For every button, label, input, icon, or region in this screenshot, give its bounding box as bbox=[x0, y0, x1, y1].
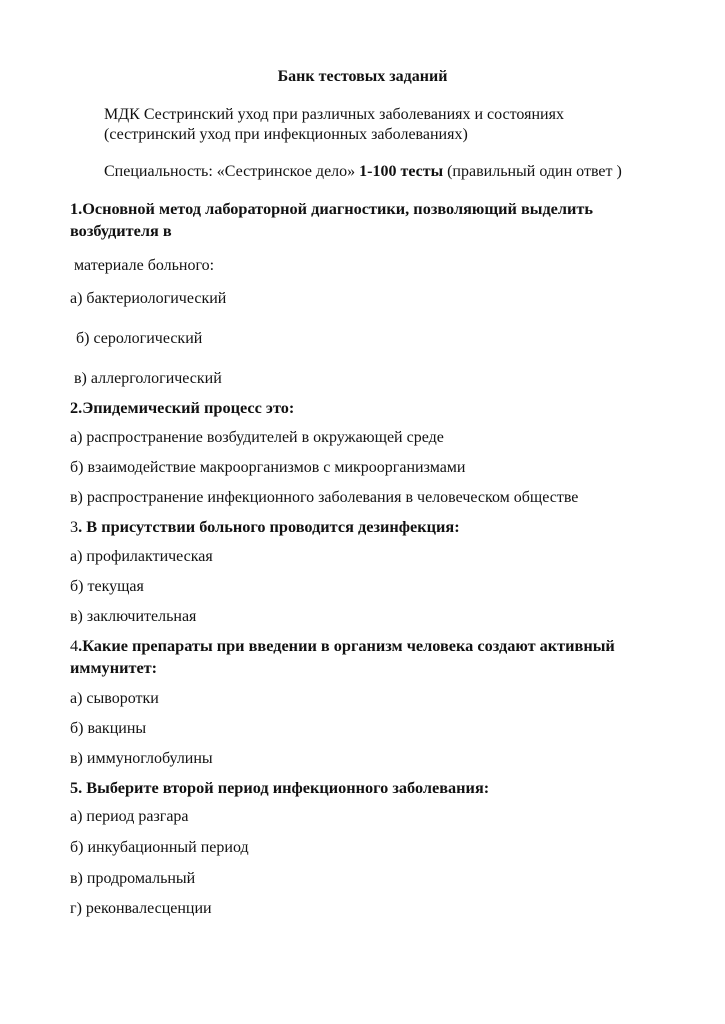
question-5-number: 5 bbox=[70, 778, 79, 797]
question-2-text: Эпидемический процесс это: bbox=[82, 398, 295, 417]
question-5-text: . Выберите второй период инфекционного заболевания: bbox=[78, 778, 490, 797]
question-1-number: 1. bbox=[70, 199, 83, 218]
question-3-option-b: б) текущая bbox=[70, 578, 144, 595]
question-2-line-1 bbox=[70, 397, 294, 419]
question-2-number: 2. bbox=[70, 398, 83, 417]
question-4-line-1 bbox=[70, 635, 615, 657]
question-5-option-a: а) период разгара bbox=[70, 808, 189, 825]
course-line-1: МДК Сестринский уход при различных заболеваниях и состояниях bbox=[104, 106, 564, 123]
specialty-line bbox=[104, 161, 622, 183]
question-1-option-a: а) бактериологический bbox=[70, 290, 227, 307]
question-5-option-d: г) реконвалесценции bbox=[70, 900, 212, 917]
specialty-prefix: Специальность: «Сестринское дело» bbox=[104, 163, 360, 180]
course-line-2: (сестринский уход при инфекционных заболеваниях) bbox=[104, 126, 468, 143]
question-1-option-b: б) серологический bbox=[76, 330, 203, 347]
question-5-option-b: б) инкубационный период bbox=[70, 839, 249, 856]
specialty-test-range: 1-100 тесты bbox=[359, 163, 444, 180]
question-4-option-b: б) вакцины bbox=[70, 720, 147, 737]
document-title: Банк тестовых заданий bbox=[277, 68, 448, 85]
question-4-option-a: а) сыворотки bbox=[70, 690, 159, 707]
question-3-text: . В присутствии больного проводится дезинфекция: bbox=[78, 517, 460, 536]
question-3-line-1 bbox=[70, 516, 460, 538]
question-5-option-c: в) продромальный bbox=[70, 870, 196, 887]
question-4-number: 4 bbox=[70, 636, 79, 655]
question-1-continuation: материале больного: bbox=[74, 257, 215, 274]
question-3-option-c: в) заключительная bbox=[70, 608, 197, 625]
question-2-option-c: в) распространение инфекционного заболевания в человеческом обществе bbox=[70, 489, 579, 506]
question-1-option-c: в) аллергологический bbox=[74, 370, 222, 387]
question-1-text: Основной метод лабораторной диагностики, позволяющий выделить bbox=[82, 199, 594, 218]
question-4-line-2: иммунитет: bbox=[70, 658, 158, 677]
question-3-option-a: а) профилактическая bbox=[70, 548, 213, 565]
question-1-line-1 bbox=[70, 198, 593, 220]
question-4-option-c: в) иммуноглобулины bbox=[70, 750, 213, 767]
question-1-line-2: возбудителя в bbox=[70, 221, 172, 240]
question-4-text: .Какие препараты при введении в организм человека создают активный bbox=[78, 636, 615, 655]
question-2-option-a: а) распространение возбудителей в окружающей среде bbox=[70, 429, 444, 446]
question-2-option-b: б) взаимодействие макроорганизмов с микроорганизмами bbox=[70, 459, 466, 476]
specialty-suffix: (правильный один ответ ) bbox=[443, 163, 622, 180]
question-5-line-1 bbox=[70, 777, 489, 799]
question-3-number: 3 bbox=[70, 517, 79, 536]
